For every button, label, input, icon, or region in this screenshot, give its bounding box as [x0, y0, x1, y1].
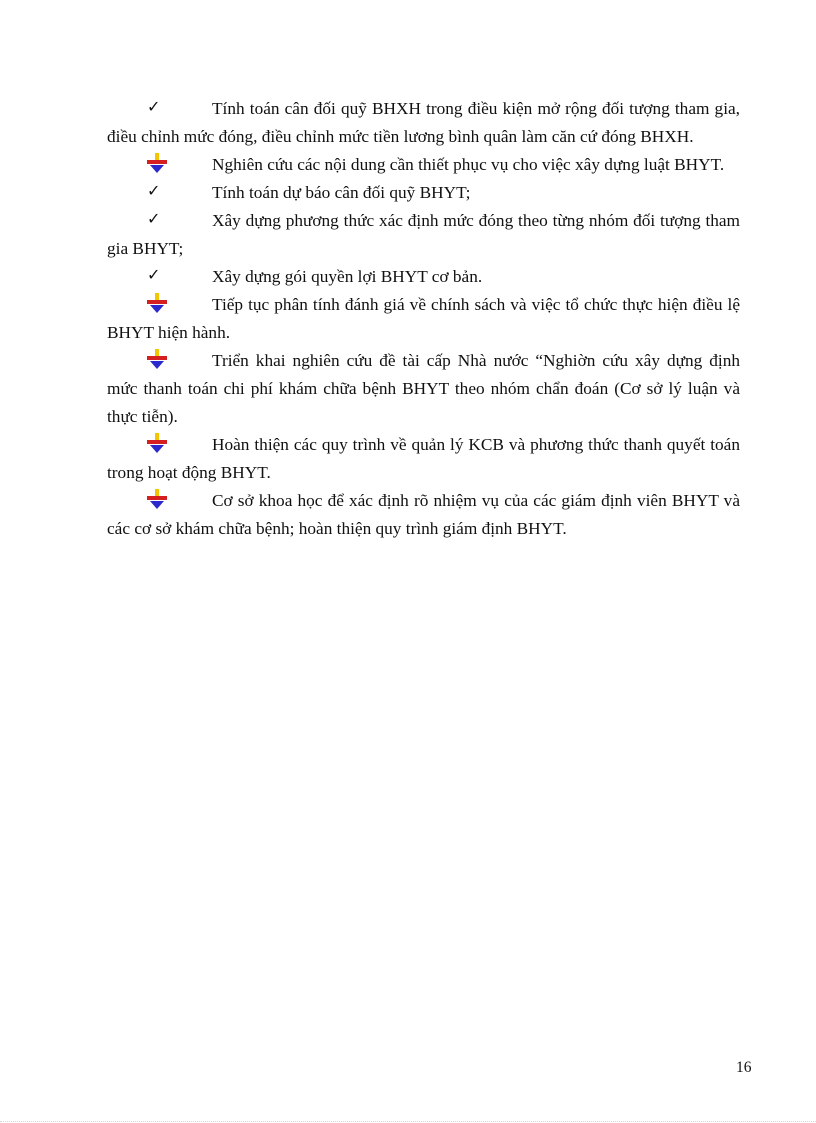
arrow-bullet-icon — [147, 431, 169, 457]
arrow-bullet-icon — [147, 487, 169, 513]
page-bottom-divider — [0, 1121, 816, 1122]
list-item-text: Triển khai nghiên cứu đề tài cấp Nhà nước “Nghiờn cứu xây dựng định mức thanh toán chi phí khám chữa bệnh BHYT theo nhóm chẩn đoán (Cơ sở lý luận và thực tiễn). — [107, 351, 740, 426]
list-item — [107, 95, 740, 151]
list-item — [107, 179, 740, 207]
list-item — [107, 207, 740, 263]
list-item — [107, 151, 740, 179]
arrow-bullet-icon — [147, 151, 169, 177]
list-item — [107, 347, 740, 431]
list-item — [107, 263, 740, 291]
list-item-text: Nghiên cứu các nội dung cần thiết phục vụ cho việc xây dựng luật BHYT. — [212, 155, 725, 174]
check-icon: ✓ — [147, 97, 161, 116]
list-item-text: Hoàn thiện các quy trình về quản lý KCB và phương thức thanh quyết toán trong hoạt động BHYT. — [107, 435, 740, 482]
check-icon: ✓ — [147, 265, 161, 284]
list-item-text: Xây dựng gói quyền lợi BHYT cơ bản. — [212, 267, 483, 286]
list-item-text: Xây dựng phương thức xác định mức đóng theo từng nhóm đối tượng tham gia BHYT; — [107, 211, 740, 258]
check-icon: ✓ — [147, 181, 161, 200]
page-number: 16 — [736, 1059, 752, 1076]
check-icon: ✓ — [147, 209, 161, 228]
list-item-text: Cơ sở khoa học để xác định rõ nhiệm vụ của các giám định viên BHYT và các cơ sở khám chữa bệnh; hoàn thiện quy trình giám định BHYT. — [107, 491, 740, 538]
arrow-bullet-icon — [147, 291, 169, 317]
list-item — [107, 291, 740, 347]
arrow-bullet-icon — [147, 347, 169, 373]
list-item — [107, 431, 740, 487]
list-item-text: Tính toán cân đối quỹ BHXH trong điều kiện mở rộng đối tượng tham gia, điều chỉnh mức đóng, điều chỉnh mức tiền lương bình quân làm căn cứ đóng BHXH. — [107, 99, 740, 146]
list-item — [107, 487, 740, 543]
document-body — [107, 95, 740, 543]
list-item-text: Tính toán dự báo cân đối quỹ BHYT; — [212, 183, 471, 202]
list-item-text: Tiếp tục phân tính đánh giá về chính sách và việc tổ chức thực hiện điều lệ BHYT hiện hành. — [107, 295, 740, 342]
